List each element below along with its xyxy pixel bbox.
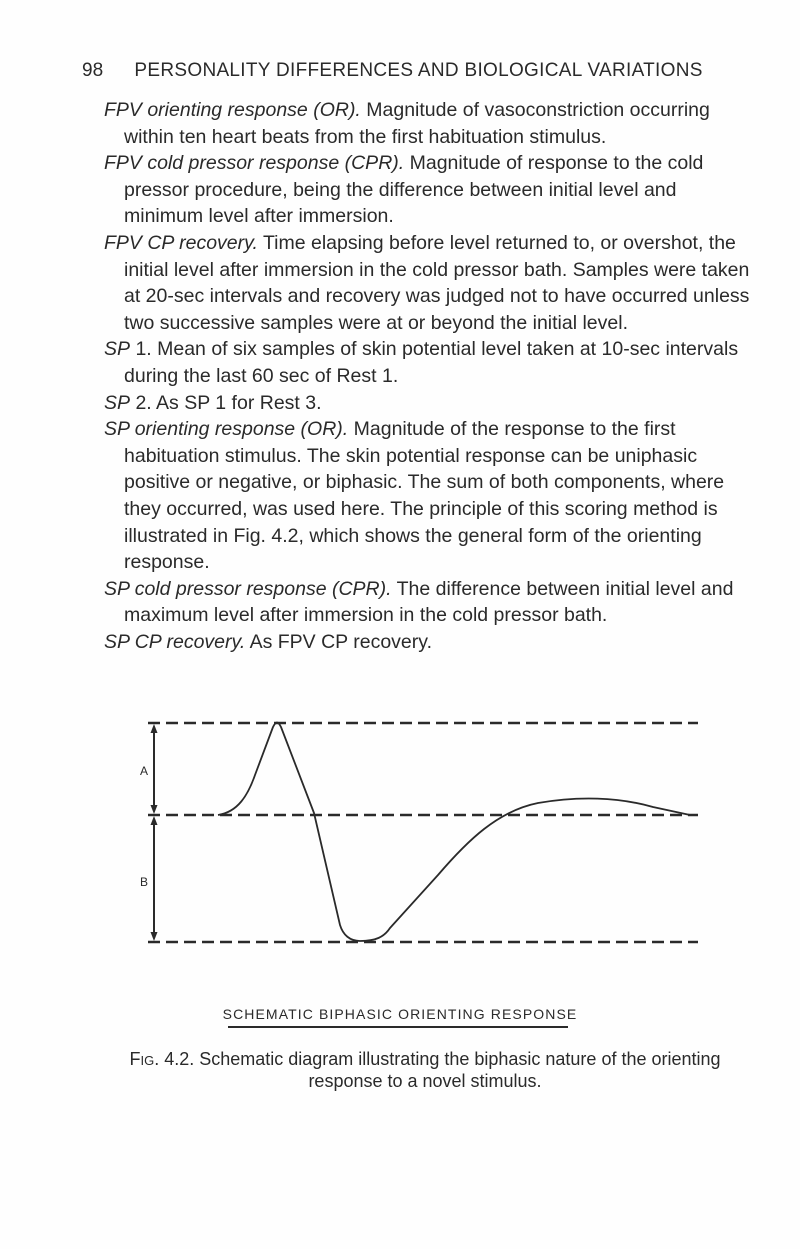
definition-entry [104,97,754,150]
diagram-title: SCHEMATIC BIPHASIC ORIENTING RESPONSE [222,1006,578,1022]
figure-caption [90,1048,760,1092]
definition-text: 1. Mean of six samples of skin potential level taken at 10-sec intervals during the last 60 sec of Rest 1. [124,338,739,387]
label-b: B [140,875,149,889]
arrow-b-down-icon [151,932,158,941]
arrow-a-up-icon [151,724,158,733]
definition-text: The difference between initial level and maximum level after immersion in the cold pressor bath. [124,577,734,627]
definition-entry [104,150,754,230]
diagram-svg [138,715,708,975]
definition-term: FPV CP recovery. [104,231,258,254]
orienting-response-curve [218,723,690,942]
label-a: A [140,764,149,778]
definition-text: Magnitude of response to the cold pressor procedure, being the difference between initial level and minimum level after immersion. [124,152,704,228]
definition-entry [104,629,754,656]
definition-text: Time elapsing before level returned to, or overshot, the initial level after immersion in the cold pressor bath. Samples were taken at 20-sec intervals and recovery was judged not to have occurred unless two successive samples were at or beyond the initial level. [124,231,750,334]
definition-term: SP [104,338,131,361]
definition-text: Magnitude of vasoconstriction occurring within ten heart beats from the first habituation stimulus. [124,99,710,148]
diagram-title-underline [228,1026,568,1028]
orienting-response-diagram [138,715,708,975]
figure-caption-label: Fig. 4.2. [129,1049,195,1069]
definition-term: SP orienting response (OR). [104,418,349,441]
definition-term: SP cold pressor response (CPR). [104,577,392,600]
running-head-title: PERSONALITY DIFFERENCES AND BIOLOGICAL VARIATIONS [134,60,703,81]
arrow-a-down-icon [151,805,158,814]
definition-entry [104,336,754,389]
definition-term: FPV orienting response (OR). [104,99,361,121]
definition-entry [104,416,754,576]
figure-caption-text: Schematic diagram illustrating the biphasic nature of the orienting response to a novel stimulus. [199,1049,721,1091]
definition-term: SP CP recovery. [104,630,246,653]
definition-entry [104,230,754,336]
definition-text: Magnitude of the response to the first habituation stimulus. The skin potential response can be uniphasic positive or negative, or biphasic. The sum of both components, where they occurred, was used here. The principle of this scoring method is illustrated in Fig. 4.2, which shows the general form of the orienting response. [124,418,725,574]
running-header [82,60,703,82]
definition-text: 2. As SP 1 for Rest 3. [135,391,322,414]
page-number: 98 [82,60,104,81]
definitions-list [104,97,754,655]
definition-entry [104,390,754,417]
arrow-b-up-icon [151,816,158,825]
definition-text: As FPV CP recovery. [249,630,432,653]
definition-term: FPV cold pressor response (CPR). [104,152,405,175]
definition-entry [104,576,754,629]
definition-term: SP [104,391,131,414]
